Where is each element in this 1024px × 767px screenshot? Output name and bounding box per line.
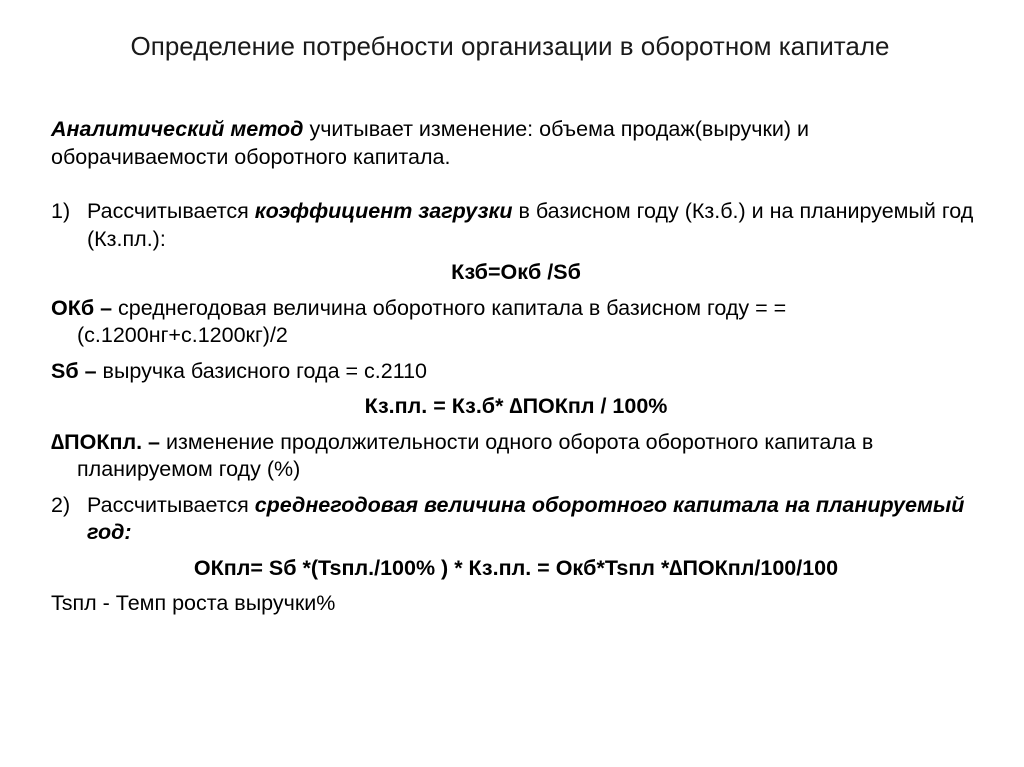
definition-pok-term: ∆ПОКпл. – [51, 429, 161, 454]
definition-pok-text: изменение продолжительности одного оборота оборотного капитала в планируемом году (%) [77, 429, 874, 481]
step-2-number: 2) [51, 492, 71, 517]
definition-okb-text: среднегодовая величина оборотного капитала в базисном году = =(с.1200нг+с.1200кг)/2 [77, 295, 787, 347]
intro-text: учитывает изменение: объема продаж(выручки) и оборачиваемости оборотного капитала. [51, 117, 810, 169]
definition-okb-term: ОКб – [51, 295, 113, 320]
slide-content [51, 116, 981, 618]
slide-title: Определение потребности организации в оборотном капитале [130, 31, 890, 61]
intro-paragraph [51, 116, 981, 171]
step-2-pre: Рассчитывается [87, 492, 255, 517]
intro-term: Аналитический метод [51, 117, 304, 141]
step-1-text [87, 198, 981, 253]
step-1-pre: Рассчитывается [87, 199, 255, 223]
step-1-post: в базисном году (Кз.б.) и на планируемый год (Кз.пл.): [87, 199, 974, 251]
step-1-number: 1) [51, 199, 71, 223]
step-1-term: коэффициент загрузки [254, 199, 513, 223]
definition-okb [51, 295, 981, 350]
definition-ts: Tsпл - Темп роста выручки% [51, 591, 336, 615]
definition-pok [51, 429, 981, 484]
definition-sb [51, 358, 981, 386]
step-2 [51, 492, 981, 547]
step-2-text [87, 492, 981, 547]
formula-kzpl: Кз.пл. = Кз.б* ∆ПОКпл / 100% [364, 394, 668, 418]
step-1 [51, 198, 981, 253]
step-2-term: среднегодовая величина оборотного капитала на планируемый год: [87, 492, 965, 544]
definition-sb-term: Sб – [51, 358, 97, 383]
definition-sb-text: выручка базисного года = с.2110 [96, 358, 427, 383]
formula-okpl: ОКпл= Sб *(Tsпл./100% ) * Кз.пл. = Окб*Tsпл *∆ПОКпл/100/100 [193, 555, 839, 580]
formula-kzb: Кзб=Окб /Sб [451, 260, 581, 284]
